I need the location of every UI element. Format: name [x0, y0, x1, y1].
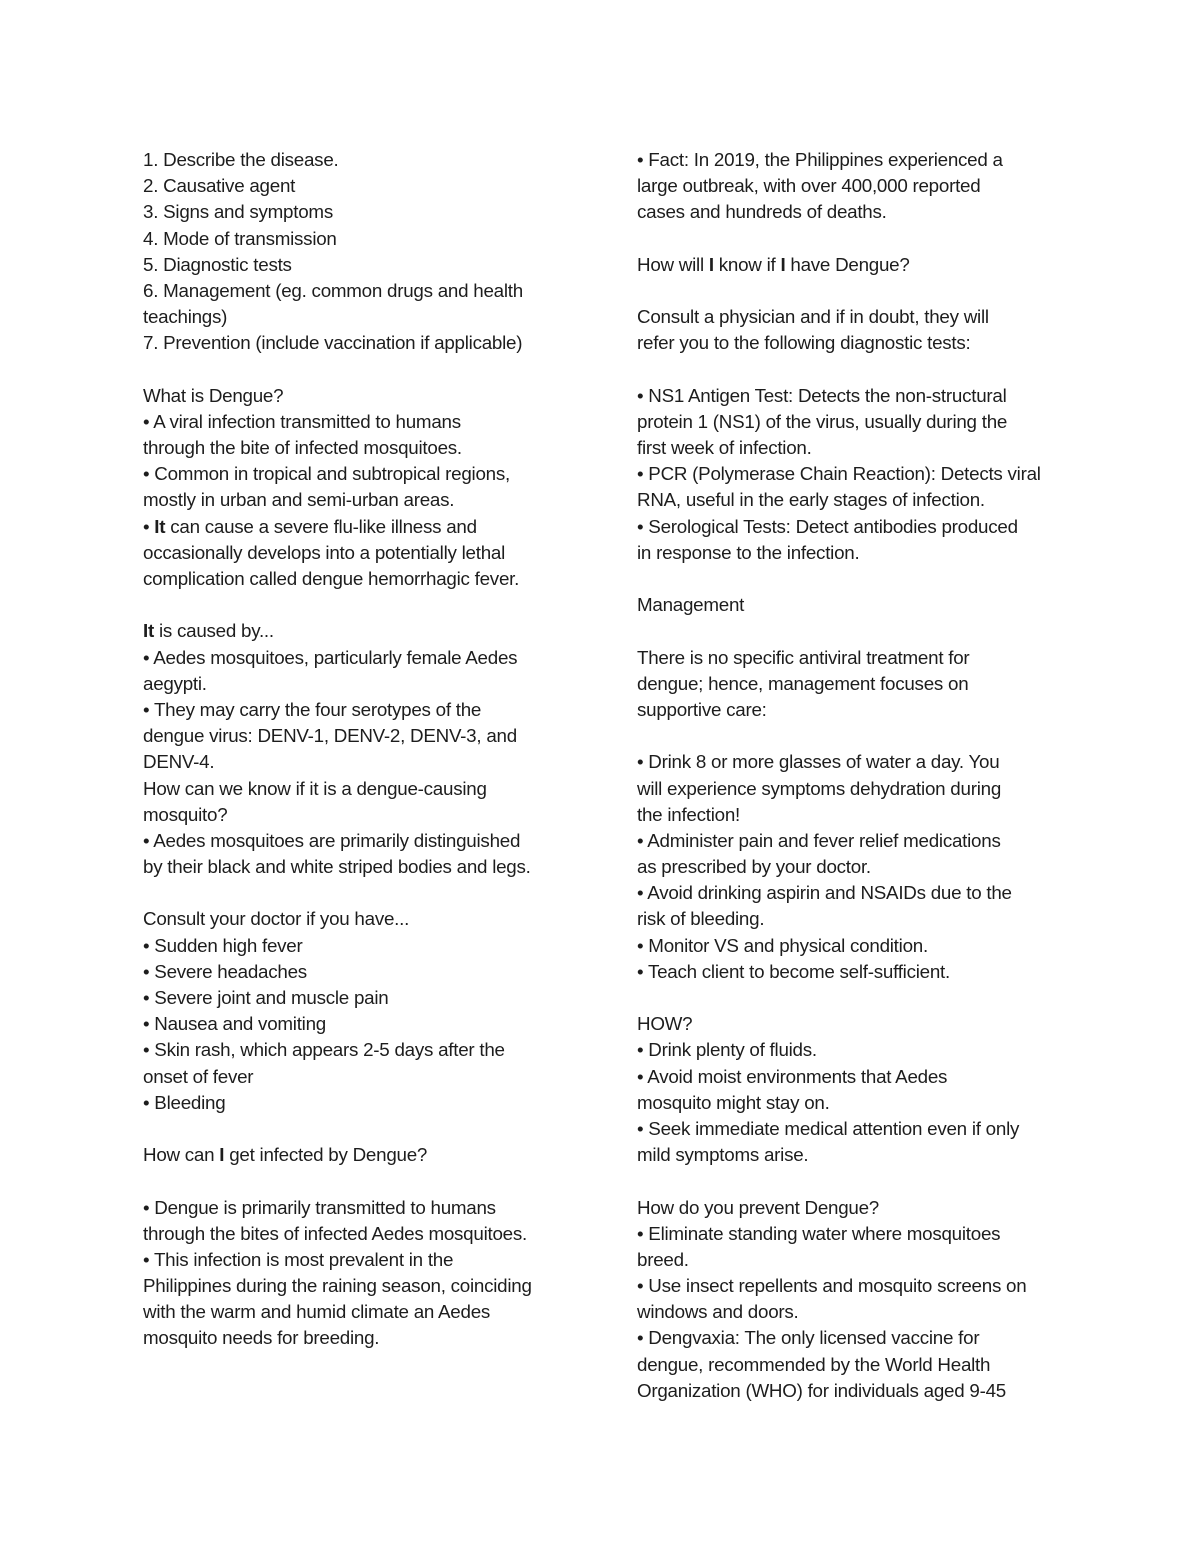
- text-line: • Eliminate standing water where mosquitoes: [637, 1222, 1001, 1244]
- text-line: cases and hundreds of deaths.: [637, 201, 887, 223]
- text-line: risk of bleeding.: [637, 908, 765, 930]
- text-line: first week of infection.: [637, 437, 812, 459]
- text-line: teachings): [143, 306, 228, 328]
- text-line: breed.: [637, 1248, 689, 1270]
- text-line: • Fact: In 2019, the Philippines experienced a: [637, 149, 1003, 170]
- text-line: with the warm and humid climate an Aedes: [143, 1301, 491, 1323]
- text-line: • A viral infection transmitted to humans: [143, 410, 461, 432]
- text-line: dengue; hence, management focuses on: [637, 672, 969, 694]
- text-line: • Avoid drinking aspirin and NSAIDs due to the: [637, 882, 1012, 904]
- text-line: Philippines during the raining season, coinciding: [143, 1275, 532, 1297]
- text-line: 3. Signs and symptoms: [143, 201, 333, 223]
- text-line: • Skin rash, which appears 2-5 days after the: [143, 1039, 505, 1061]
- paragraph: [637, 383, 1077, 566]
- text-line: • NS1 Antigen Test: Detects the non-structural: [637, 384, 1007, 406]
- paragraph: [143, 618, 583, 880]
- text-line: mosquito might stay on.: [637, 1091, 830, 1113]
- text-line: as prescribed by your doctor.: [637, 856, 871, 878]
- left-column: [143, 147, 583, 1352]
- text-line: How do you prevent Dengue?: [637, 1196, 879, 1218]
- text-line: through the bites of infected Aedes mosquitoes.: [143, 1222, 527, 1244]
- text-line: What is Dengue?: [143, 384, 284, 406]
- text-line: through the bite of infected mosquitoes.: [143, 437, 462, 459]
- text-line: • Avoid moist environments that Aedes: [637, 1065, 948, 1087]
- paragraph: [637, 592, 1077, 618]
- text-line: • They may carry the four serotypes of the: [143, 698, 482, 720]
- text-line: in response to the infection.: [637, 541, 860, 563]
- text-line: RNA, useful in the early stages of infection.: [637, 489, 985, 511]
- text-line: windows and doors.: [637, 1301, 799, 1323]
- text-line: • Monitor VS and physical condition.: [637, 934, 928, 956]
- text-line: How will I know if I have Dengue?: [637, 253, 910, 275]
- text-line: 2. Causative agent: [143, 175, 296, 197]
- text-line: • Seek immediate medical attention even if only: [637, 1117, 1020, 1139]
- paragraph: [637, 252, 1077, 278]
- text-line: dengue, recommended by the World Health: [637, 1353, 991, 1375]
- text-line: 7. Prevention (include vaccination if applicable): [143, 332, 523, 354]
- paragraph: [143, 147, 583, 357]
- text-line: 4. Mode of transmission: [143, 227, 337, 249]
- text-line: • Serological Tests: Detect antibodies produced: [637, 515, 1018, 537]
- text-line: • It can cause a severe flu-like illness and: [143, 515, 477, 537]
- text-line: occasionally develops into a potentially lethal: [143, 541, 506, 563]
- text-line: mosquito?: [143, 803, 228, 825]
- text-line: Management: [637, 594, 745, 616]
- text-line: • Drink plenty of fluids.: [637, 1039, 817, 1061]
- text-line: • Dengue is primarily transmitted to humans: [143, 1196, 496, 1218]
- text-line: onset of fever: [143, 1065, 254, 1087]
- paragraph: [637, 147, 1077, 226]
- text-line: large outbreak, with over 400,000 reported: [637, 175, 981, 197]
- text-line: How can I get infected by Dengue?: [143, 1144, 428, 1166]
- text-line: • Aedes mosquitoes are primarily distinguished: [143, 829, 521, 851]
- text-line: • Administer pain and fever relief medications: [637, 829, 1001, 851]
- text-line: dengue virus: DENV-1, DENV-2, DENV-3, and: [143, 725, 517, 747]
- text-line: Organization (WHO) for individuals aged 9-45: [637, 1379, 1006, 1401]
- text-line: aegypti.: [143, 672, 207, 694]
- text-line: HOW?: [637, 1013, 693, 1035]
- paragraph: [143, 1195, 583, 1352]
- paragraph: [143, 906, 583, 1116]
- text-line: • Nausea and vomiting: [143, 1013, 326, 1035]
- text-line: Consult your doctor if you have...: [143, 908, 410, 930]
- right-column: [637, 147, 1077, 1404]
- text-line: • Dengvaxia: The only licensed vaccine for: [637, 1327, 980, 1349]
- text-line: • Use insect repellents and mosquito screens on: [637, 1275, 1027, 1297]
- text-line: • Sudden high fever: [143, 934, 303, 956]
- text-line: There is no specific antiviral treatment for: [637, 646, 970, 668]
- text-line: • PCR (Polymerase Chain Reaction): Detects viral: [637, 463, 1041, 485]
- text-line: mostly in urban and semi-urban areas.: [143, 489, 455, 511]
- text-line: the infection!: [637, 803, 740, 825]
- paragraph: [637, 749, 1077, 985]
- text-line: by their black and white striped bodies and legs.: [143, 856, 531, 878]
- text-line: • Drink 8 or more glasses of water a day. You: [637, 751, 1000, 773]
- text-line: How can we know if it is a dengue-causing: [143, 777, 487, 799]
- text-line: • Teach client to become self-sufficient.: [637, 960, 950, 982]
- text-line: will experience symptoms dehydration during: [637, 777, 1002, 799]
- text-line: mosquito needs for breeding.: [143, 1327, 380, 1349]
- text-line: 6. Management (eg. common drugs and health: [143, 279, 523, 301]
- paragraph: [637, 304, 1077, 356]
- text-line: • Severe joint and muscle pain: [143, 987, 389, 1008]
- text-line: • Severe headaches: [143, 960, 307, 982]
- text-line: complication called dengue hemorrhagic fever.: [143, 568, 520, 589]
- paragraph: [143, 383, 583, 593]
- text-line: DENV-4.: [143, 751, 215, 773]
- text-line: • This infection is most prevalent in the: [143, 1248, 454, 1270]
- text-line: supportive care:: [637, 698, 767, 720]
- text-line: It is caused by...: [143, 620, 274, 642]
- text-line: protein 1 (NS1) of the virus, usually during the: [637, 410, 1008, 432]
- text-line: refer you to the following diagnostic tests:: [637, 332, 971, 354]
- text-line: • Common in tropical and subtropical regions,: [143, 463, 510, 485]
- paragraph: [637, 1011, 1077, 1168]
- text-line: Consult a physician and if in doubt, they will: [637, 306, 989, 328]
- paragraph: [637, 645, 1077, 724]
- text-line: mild symptoms arise.: [637, 1144, 809, 1166]
- text-line: • Bleeding: [143, 1091, 226, 1113]
- paragraph: [637, 1195, 1077, 1405]
- text-line: 1. Describe the disease.: [143, 149, 339, 170]
- paragraph: [143, 1142, 583, 1168]
- text-line: 5. Diagnostic tests: [143, 253, 292, 275]
- text-line: • Aedes mosquitoes, particularly female Aedes: [143, 646, 518, 668]
